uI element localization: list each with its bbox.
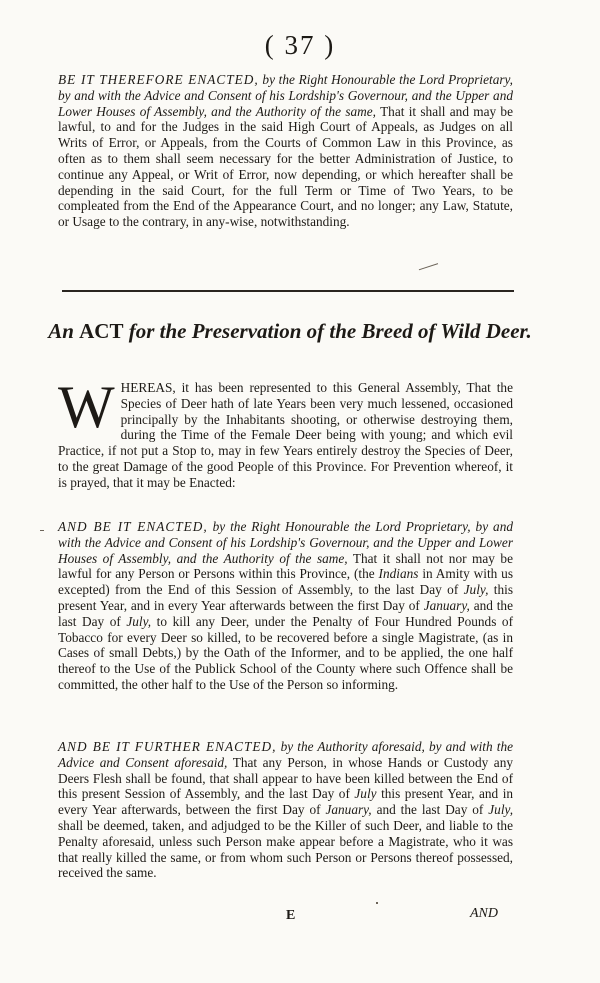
text-e: to kill any Deer, under the Penalty of Four Hundred Pounds of Tobacco for every Deer so killed, to be recovered before a single Magistrate, (as in Cases of small Debts,) by the Oath of the Informer, and to be applied, the one half thereof to the Use of the Publick School of the County where such Offence shall be committed, the other half to the Use of the Person so informing. — [58, 613, 514, 692]
paragraph-further-enacted — [58, 739, 513, 881]
signature-mark: E — [286, 908, 296, 923]
indians-word: Indians — [378, 566, 419, 582]
month-july: July, — [488, 802, 514, 818]
page-number: ( 37 ) — [264, 30, 336, 60]
act-title-an: An — [48, 319, 74, 343]
month-january: January, — [325, 802, 372, 818]
whereas-text: HEREAS, it has been represented to this General Assembly, That the Species of Deer hath of late Years been very much lessened, occasioned principally by the Inhabitants shooting, or otherwise destroying them, during the Time of the Female Deer being with young; and which evil Practice, if not put a Stop to, may in few Years entirely destroy the Species of Deer, to the great Damage of the good People of this Province. For Prevention whereof, it is prayed, that it may be Enacted: — [58, 380, 513, 490]
text-d: and the last Day of — [58, 597, 513, 629]
enacting-clause: by the Right Honourable the Lord Proprietary, by and with the Advice and Consent of his Lordship's Governour, and the Upper and Lower Houses of Assembly, and the Authority of the same, — [58, 72, 514, 119]
whereas-paragraph — [58, 374, 513, 491]
act-title — [40, 319, 540, 343]
month-july: July, — [463, 582, 489, 598]
text-a: That it shall not nor may be lawful for any Person or Persons within this Province, (the — [58, 550, 513, 582]
paragraph-body: That it shall and may be lawful, to and for the Judges in the said High Court of Appeals, as Judges on all Writs of Error, or Appeals, from the Courts of Common Law in this Province, as often as to them shall seem necessary for the better Administration of Justice, to continue any Appeal, or Writ of Error, now depending, or which hereafter shall be depending in the said Court, for the full Term or Time of Two Years, to be compleated from the End of the Appearance Court, and no longer; any Law, Statute, or Usage to the contrary, in any-wise, notwithstanding. — [58, 103, 513, 230]
opening-caps: AND BE IT ENACTED, — [58, 519, 208, 534]
text-b: this present Year, and in every Year afterwards, between the first Day of — [58, 786, 514, 818]
act-title-rest: for the Preservation of the Breed of Wild Deer. — [128, 319, 532, 343]
month-january: January, — [423, 597, 470, 613]
paragraph-enacted-deer — [58, 519, 513, 693]
enacting-clause: by the Right Honourable the Lord Proprietary, by and with the Advice and Consent of his Lordship's Governour, and the Upper and Lower Houses of Assembly, and the Authority of the same, — [58, 519, 513, 566]
pen-mark — [419, 263, 441, 280]
ink-speck — [376, 902, 378, 904]
act-title-act: ACT — [79, 319, 124, 343]
text-d: shall be deemed, taken, and adjudged to be the Killer of such Deer, and liable to the Penalty aforesaid, unless such Person make appear before a Magistrate, who it was that really killed the same, or from whom such Person or Persons thereof possessed, received the same. — [58, 817, 513, 881]
text-c: this present Year, and in every Year afterwards between the first Day of — [58, 582, 514, 613]
text-a: That any Person, in whose Hands or Custody any Deers Flesh shall be found, that shall appear to have been killed between the End of this present Session of Assembly, and the last Day of — [58, 754, 513, 802]
month-july: July, — [126, 613, 152, 629]
clause: by the Authority aforesaid, by and with the Advice and Consent aforesaid, — [58, 739, 514, 770]
section-divider — [62, 290, 514, 292]
text-c: and the last Day of — [376, 802, 484, 818]
paragraph-enacted-appeals — [58, 72, 513, 230]
ink-speck — [40, 530, 44, 531]
catchword: AND — [470, 906, 498, 921]
month-july: July — [354, 786, 377, 802]
drop-cap: W — [58, 374, 115, 440]
text-b: in Amity with us excepted) from the End of this Session of Assembly, to the last Day of — [58, 566, 513, 598]
opening-caps: AND BE IT FURTHER ENACTED, — [58, 739, 277, 754]
opening-caps: BE IT THEREFORE ENACTED, — [58, 72, 259, 87]
